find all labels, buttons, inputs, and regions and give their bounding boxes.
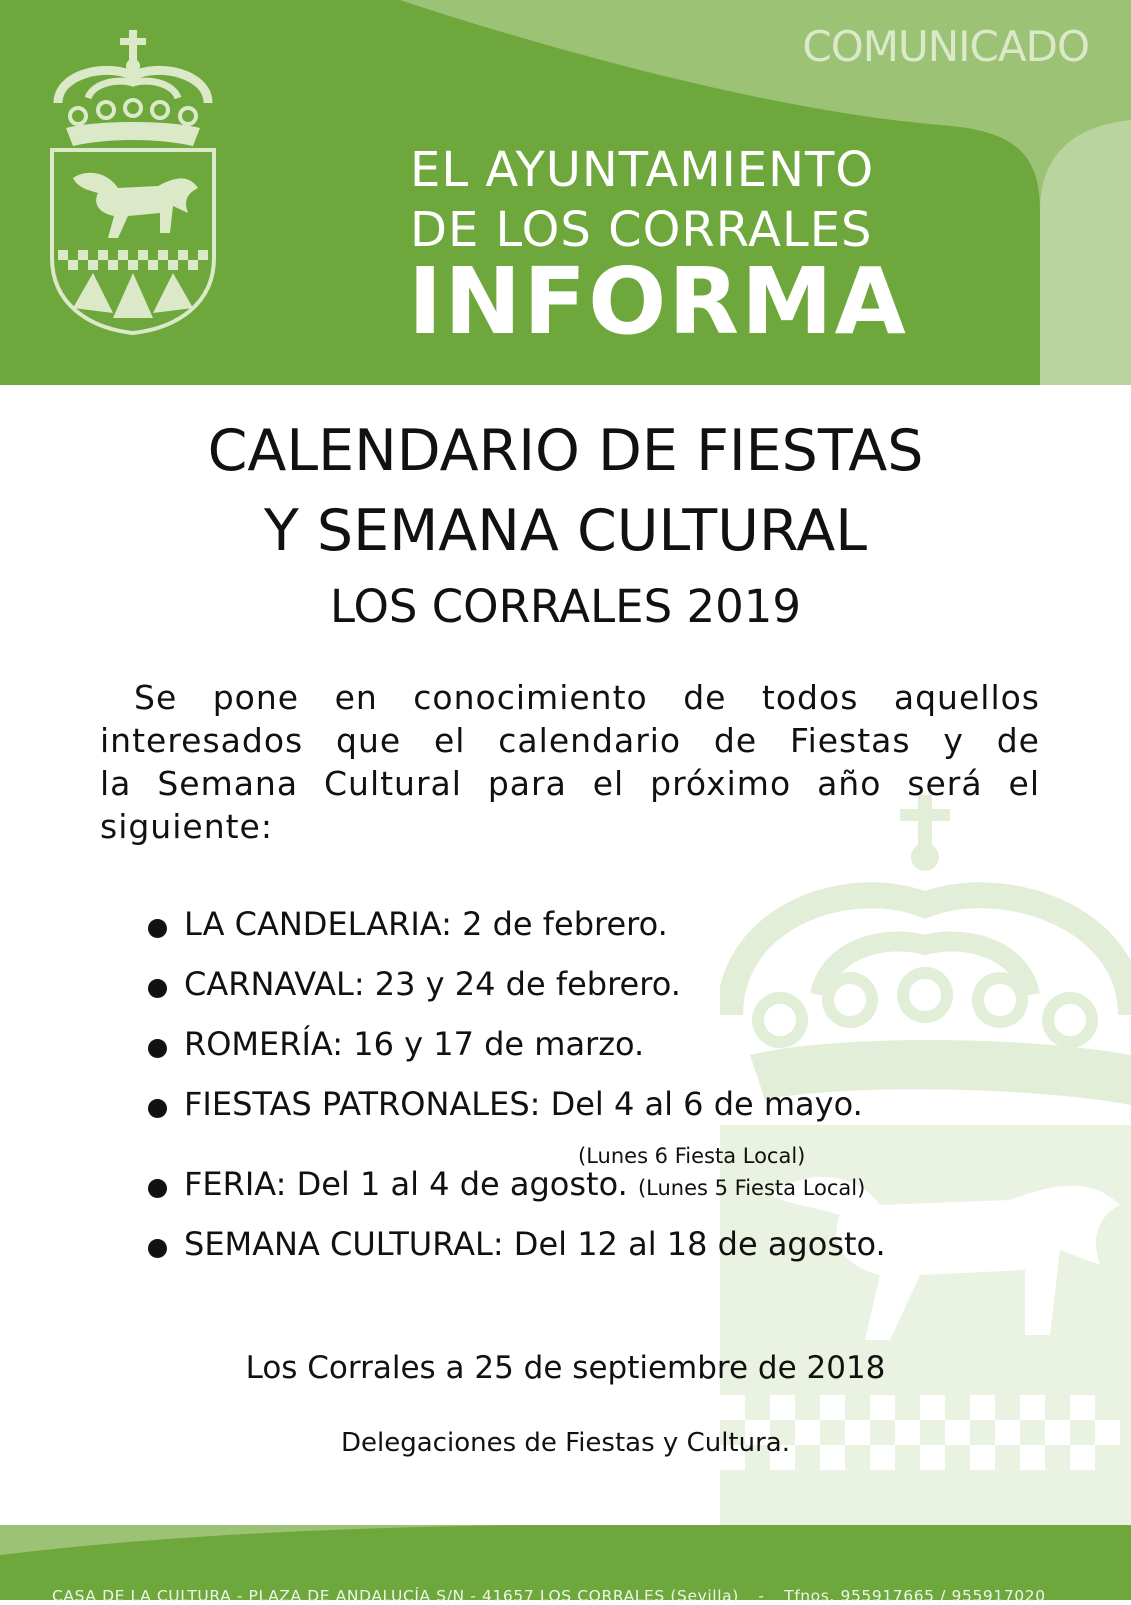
intro-line: interesados que el calendario de Fiestas y de	[100, 721, 1040, 760]
header-line-1: EL AYUNTAMIENTO	[410, 142, 875, 198]
event-item	[148, 1025, 1048, 1085]
bullet-icon	[148, 1239, 167, 1258]
event-note: (Lunes 5 Fiesta Local)	[637, 1176, 866, 1200]
comunicado-label: COMUNICADO	[802, 22, 1089, 71]
signature: Delegaciones de Fiestas y Cultura.	[341, 1428, 790, 1458]
bullet-icon	[148, 1039, 167, 1058]
event-item	[148, 1165, 1048, 1225]
bullet-icon	[148, 979, 167, 998]
event-text: CARNAVAL: 23 y 24 de febrero.	[184, 965, 681, 1003]
intro-paragraph	[100, 676, 1040, 848]
bullet-icon	[148, 1099, 167, 1118]
title-line-1: CALENDARIO DE FIESTAS	[207, 418, 924, 484]
intro-line: Se pone en conocimiento de todos aquellos	[134, 678, 1040, 717]
event-text-wrap	[184, 1165, 865, 1203]
event-item	[148, 1225, 1048, 1285]
header-banner	[0, 0, 1131, 385]
footer-phones: Tfnos. 955917665 / 955917020	[784, 1587, 1046, 1605]
header-line-2: DE LOS CORRALES	[410, 202, 873, 258]
event-note: (Lunes 6 Fiesta Local)	[578, 1144, 806, 1168]
title-line-2: Y SEMANA CULTURAL	[263, 498, 868, 564]
footer-contact	[52, 1587, 1060, 1605]
event-text: LA CANDELARIA: 2 de febrero.	[184, 905, 668, 943]
event-item	[148, 905, 1048, 965]
event-text: FIESTAS PATRONALES: Del 4 al 6 de mayo.	[184, 1085, 863, 1123]
footer-separator: -	[758, 1587, 765, 1605]
event-text: ROMERÍA: 16 y 17 de marzo.	[184, 1025, 645, 1063]
intro-line: la Semana Cultural para el próximo año será el	[100, 764, 1040, 803]
event-text: FERIA: Del 1 al 4 de agosto.	[184, 1165, 628, 1203]
title-line-3: LOS CORRALES 2019	[330, 580, 801, 633]
event-item	[148, 965, 1048, 1025]
intro-line: siguiente:	[100, 807, 273, 846]
event-text: SEMANA CULTURAL: Del 12 al 18 de agosto.	[184, 1225, 886, 1263]
coat-of-arms-logo	[48, 28, 218, 338]
bullet-icon	[148, 919, 167, 938]
bullet-icon	[148, 1179, 167, 1198]
place-date: Los Corrales a 25 de septiembre de 2018	[245, 1350, 886, 1386]
footer-address: CASA DE LA CULTURA - PLAZA DE ANDALUCÍA S/N - 41657 LOS CORRALES (Sevilla)	[52, 1587, 739, 1605]
informa-heading: INFORMA	[408, 248, 908, 355]
event-list	[148, 905, 1048, 1285]
